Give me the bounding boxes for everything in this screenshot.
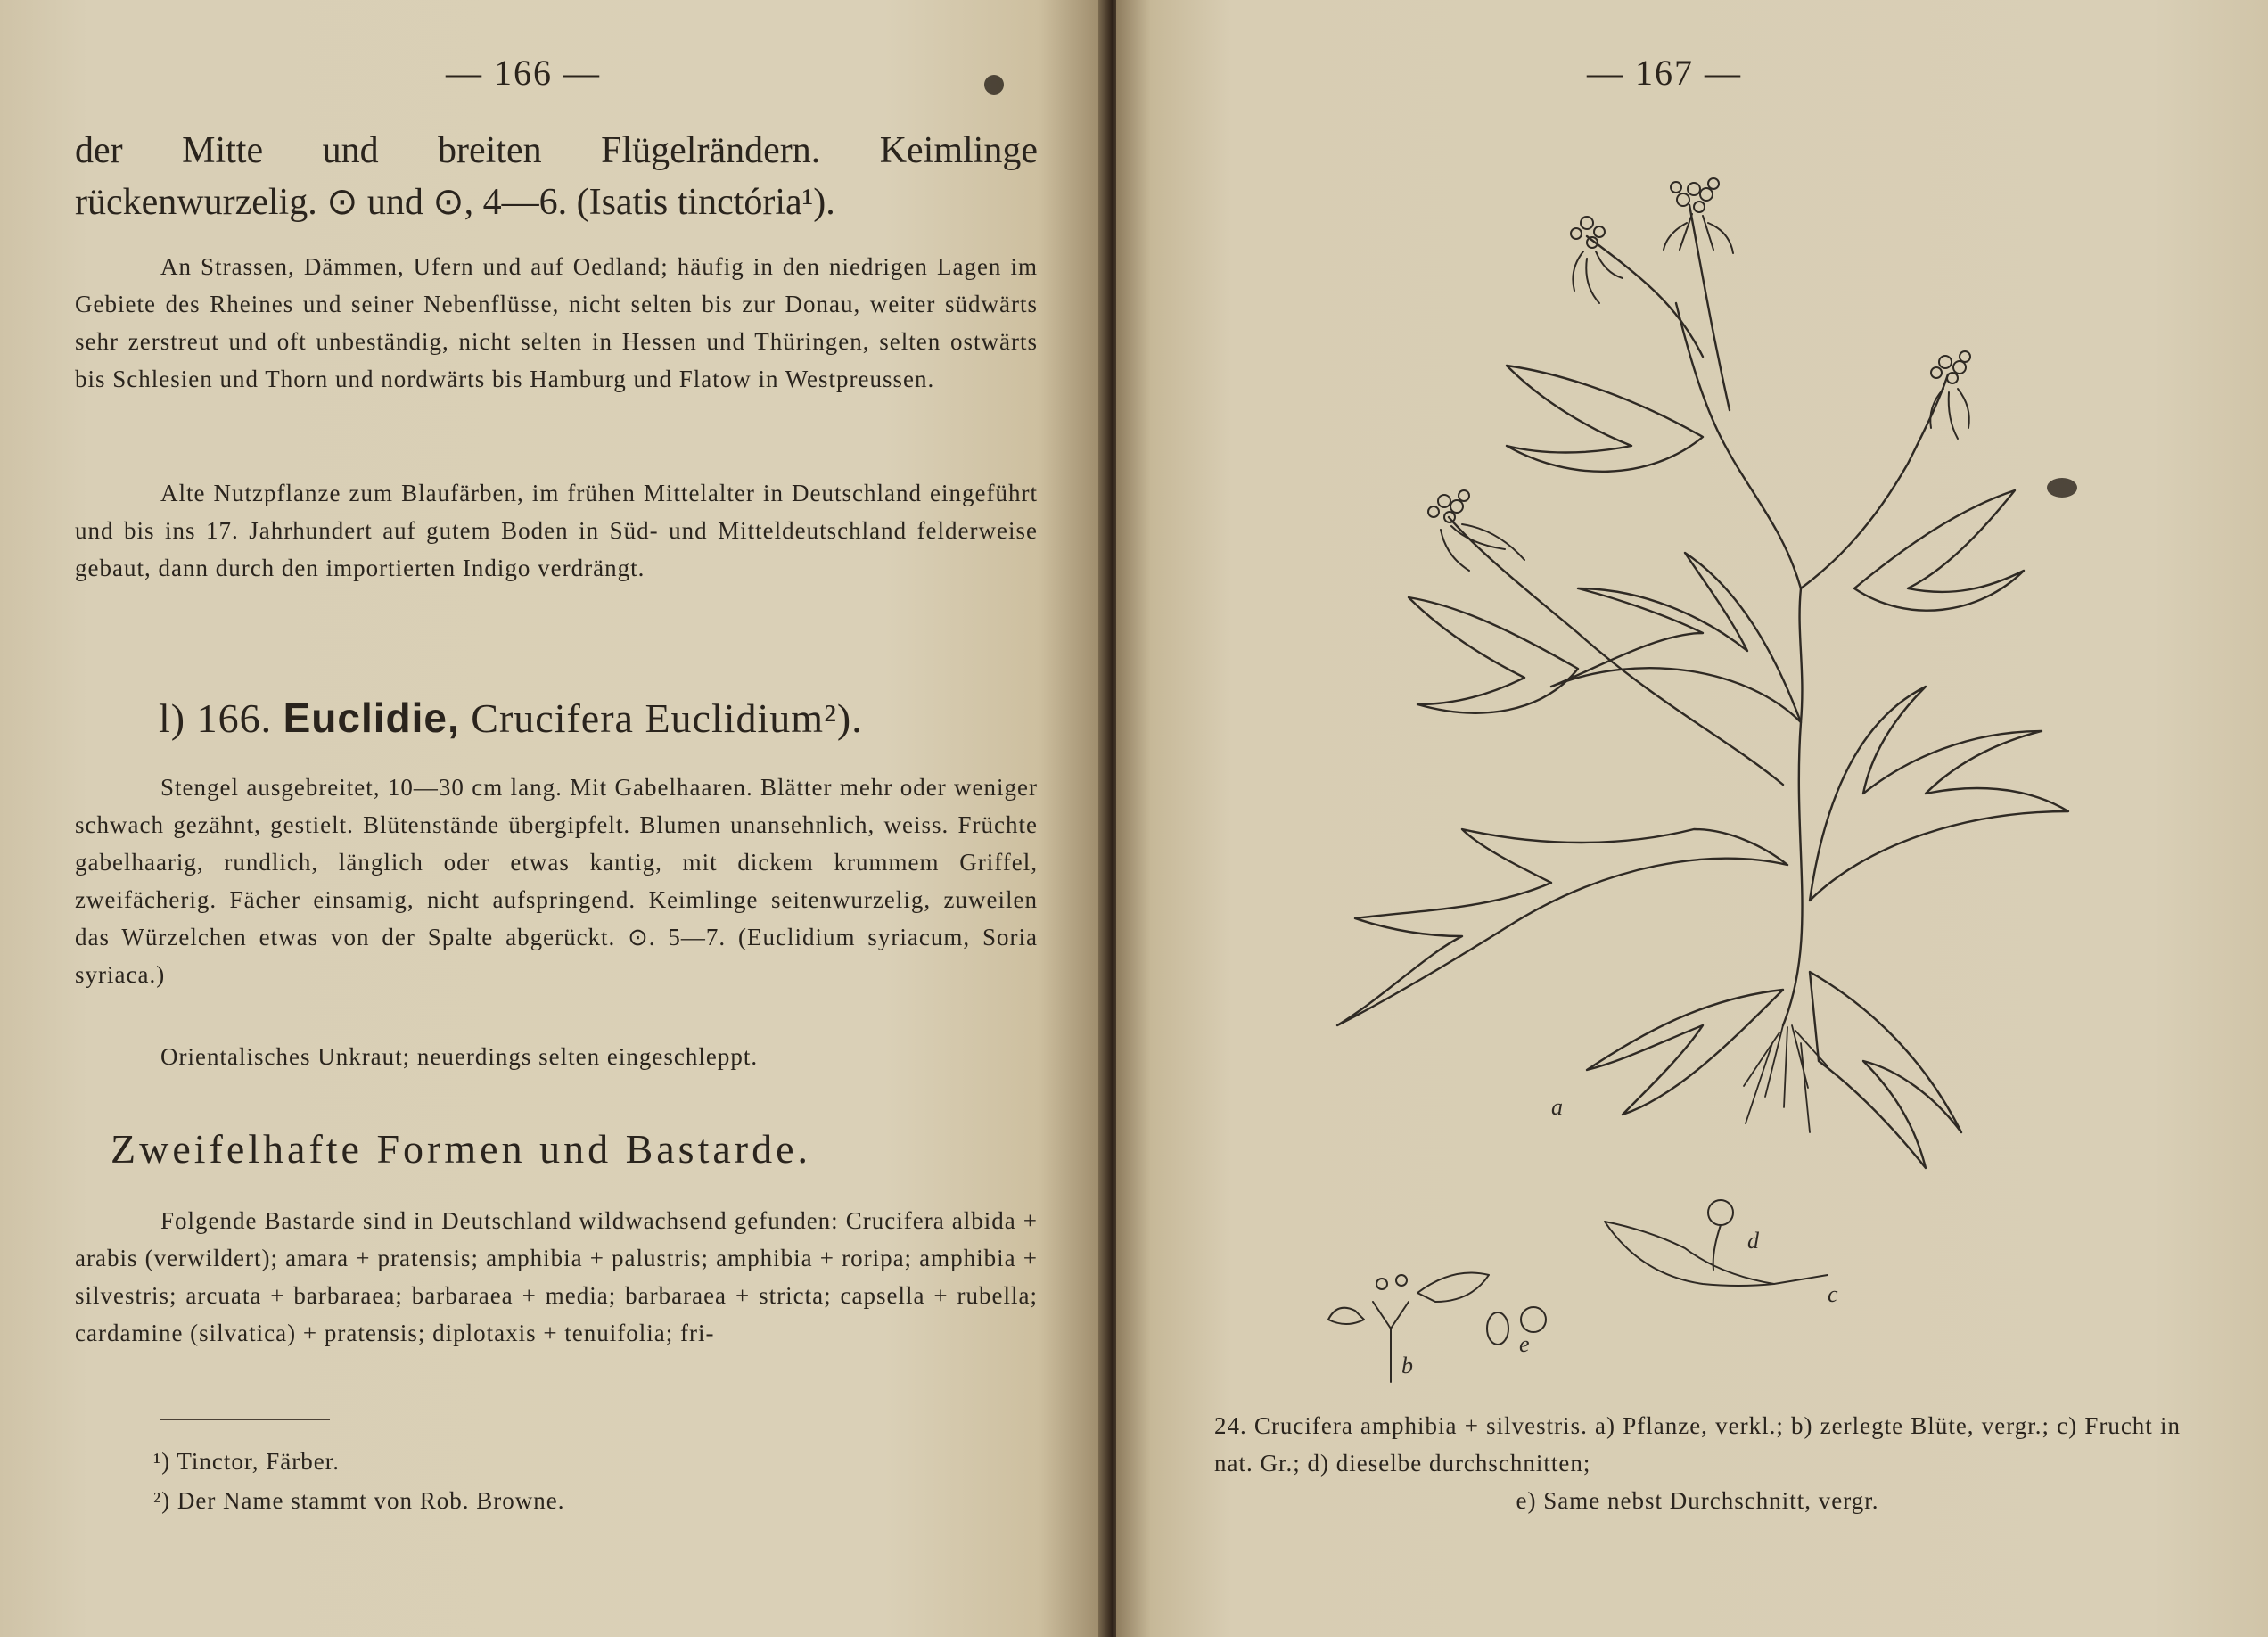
- leaf: [1810, 687, 2068, 901]
- footnote-1: ¹) Tinctor, Färber.: [153, 1448, 341, 1475]
- figure-label-d: d: [1747, 1228, 1759, 1254]
- stem-upper: [1676, 303, 1801, 588]
- plant-illustration: [1284, 169, 2104, 1400]
- detail-fruit-d: [1708, 1200, 1733, 1270]
- section-title: Zweifelhafte Formen und Bastarde.: [111, 1126, 811, 1172]
- caption-main: 24. Crucifera amphibia + silvestris. a) Pflanze, verkl.; b) zerlegte Blüte, vergr.; c) Frucht in nat. Gr.; d) dieselbe durchschnitten;: [1214, 1412, 2181, 1477]
- species-genus: Euclidie,: [283, 695, 460, 741]
- flower-cluster: [1428, 490, 1524, 571]
- ink-spot: [984, 75, 1004, 95]
- footnote-2: ²) Der Name stammt von Rob. Browne.: [153, 1487, 565, 1514]
- detail-seed-e: [1487, 1307, 1546, 1345]
- stem-right: [1801, 374, 1948, 588]
- page-number-left: — 166 —: [446, 53, 601, 93]
- leaf: [1587, 990, 1783, 1115]
- stem-left: [1449, 517, 1783, 785]
- flower-cluster: [1664, 178, 1733, 253]
- figure-caption: [1214, 1407, 2181, 1519]
- hybrids-paragraph: Folgende Bastarde sind in Deutschland wildwachsend gefunden: Crucifera albida + arabis (verwildert); amara + pratensis; amphibia + palustris; amphibia + roripa; amphibia + silvestris; arcuata + barbaraea; barbaraea + media; barbaraea + stricta; capsella + rubella; cardamine (silvatica) + pratensis; diplotaxis + tenuifolia; fri-: [75, 1207, 1038, 1346]
- detail-fruit-c: [1605, 1222, 1828, 1286]
- continuation-text: der Mitte und breiten Flügelrändern. Keimlinge rückenwurzelig. ⊙ und ⊙, 4—6. (Isatis tinctória¹).: [75, 130, 1038, 223]
- footnote-divider: [160, 1419, 330, 1420]
- description-paragraph: Stengel ausgebreitet, 10—30 cm lang. Mit Gabelhaaren. Blätter mehr oder weniger schwach gezähnt, gestielt. Blütenstände übergipfelt. Blumen unansehnlich, weiss. Früchte gabelhaarig, rundlich, länglich oder etwas kantig, mit dickem krummem Griffel, zweifächerig. Fächer einsamig, nicht aufspringend. Keimlinge seitenwurzelig, zuweilen das Würzelchen etwas von der Spalte abgerückt. ⊙. 5—7. (Euclidium syriacum, Soria syriaca.): [75, 774, 1038, 988]
- history-paragraph: Alte Nutzpflanze zum Blaufärben, im frühen Mittelalter in Deutschland eingeführt und bis ins 17. Jahrhundert auf gutem Boden in Süd- und Mitteldeutschland felderweise gebaut, dann durch den importierten Indigo verdrängt.: [75, 480, 1038, 581]
- leaf: [1409, 597, 1578, 713]
- ink-spot: [2047, 478, 2077, 498]
- caption-last-line: e) Same nebst Durchschnitt, vergr.: [1516, 1487, 1879, 1514]
- species-name: Crucifera Euclidium²).: [471, 695, 863, 741]
- figure-label-e: e: [1519, 1331, 1530, 1357]
- page-number-right: — 167 —: [1587, 53, 1742, 93]
- habitat-paragraph: An Strassen, Dämmen, Ufern und auf Oedland; häufig in den niedrigen Lagen im Gebiete des Rheines und seiner Nebenflüsse, nicht selten bis zur Donau, weiter südwärts sehr zerstreut und oft unbeständig, nicht selten in Hessen und Thüringen, selten ostwärts bis Schlesien und Thorn und nordwärts bis Hamburg und Flatow in Westpreussen.: [75, 253, 1038, 392]
- flower-cluster: [1571, 217, 1623, 303]
- leaf: [1810, 972, 1961, 1168]
- leaf: [1337, 829, 1787, 1025]
- leaf: [1507, 366, 1703, 472]
- figure-label-c: c: [1828, 1281, 1838, 1307]
- leaf: [1551, 553, 1801, 722]
- distribution-paragraph: Orientalisches Unkraut; neuerdings selten eingeschleppt.: [160, 1043, 759, 1070]
- species-heading: [159, 694, 863, 742]
- flower-cluster: [1930, 351, 1970, 439]
- roots: [1744, 1025, 1828, 1132]
- main-stem: [1783, 588, 1803, 1025]
- left-page: [0, 0, 1105, 1637]
- figure-label-b: b: [1401, 1353, 1413, 1378]
- figure-label-a: a: [1551, 1094, 1563, 1120]
- species-number: l) 166.: [159, 695, 273, 741]
